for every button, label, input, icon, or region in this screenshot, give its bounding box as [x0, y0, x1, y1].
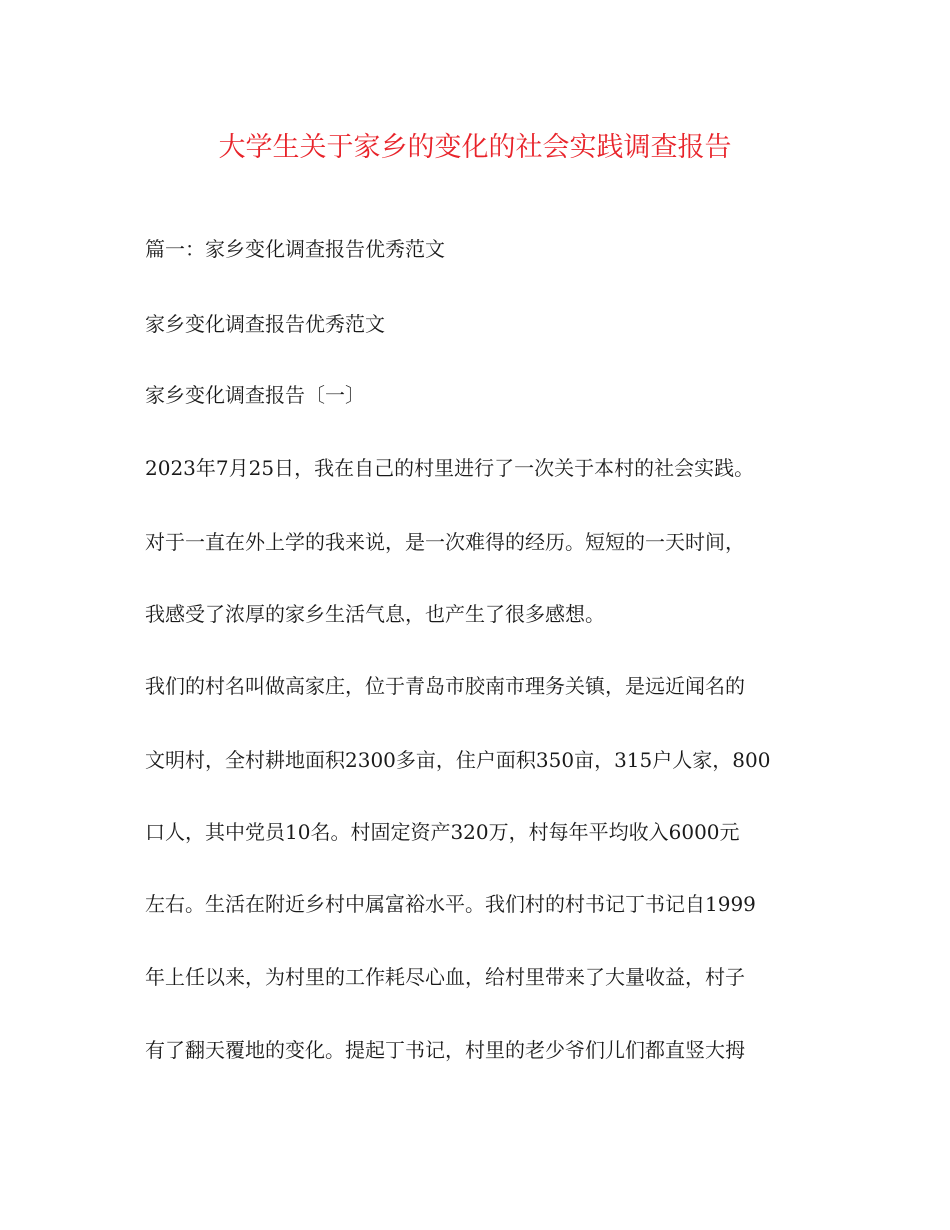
paragraph-line-6: 口人，其中党员10名。村固定资产320万，村每年平均收入6000元	[145, 820, 740, 844]
paragraph-line-7: 左右。生活在附近乡村中属富裕水平。我们村的村书记丁书记自1999	[145, 892, 756, 916]
paragraph-line-3: 我感受了浓厚的家乡生活气息，也产生了很多感想。	[145, 602, 605, 626]
paragraph-line-8: 年上任以来，为村里的工作耗尽心血，给村里带来了大量收益，村子	[145, 965, 745, 989]
paragraph-line-1: 2023年7月25日，我在自己的村里进行了一次关于本村的社会实践。	[145, 456, 755, 480]
paragraph-line-5: 文明村，全村耕地面积2300多亩，住户面积350亩，315户人家，800	[145, 748, 771, 772]
paragraph-line-9: 有了翻天覆地的变化。提起丁书记，村里的老少爷们儿们都直竖大拇	[145, 1038, 745, 1062]
subheading-part-one: 家乡变化调查报告〔一〕	[145, 383, 365, 407]
paragraph-line-4: 我们的村名叫做高家庄，位于青岛市胶南市理务关镇，是远近闻名的	[145, 674, 745, 698]
document-title: 大学生关于家乡的变化的社会实践调查报告	[218, 132, 732, 163]
paragraph-line-2: 对于一直在外上学的我来说，是一次难得的经历。短短的一天时间，	[145, 530, 745, 554]
section-heading: 篇一：家乡变化调查报告优秀范文	[145, 237, 445, 261]
subheading: 家乡变化调查报告优秀范文	[145, 312, 385, 336]
